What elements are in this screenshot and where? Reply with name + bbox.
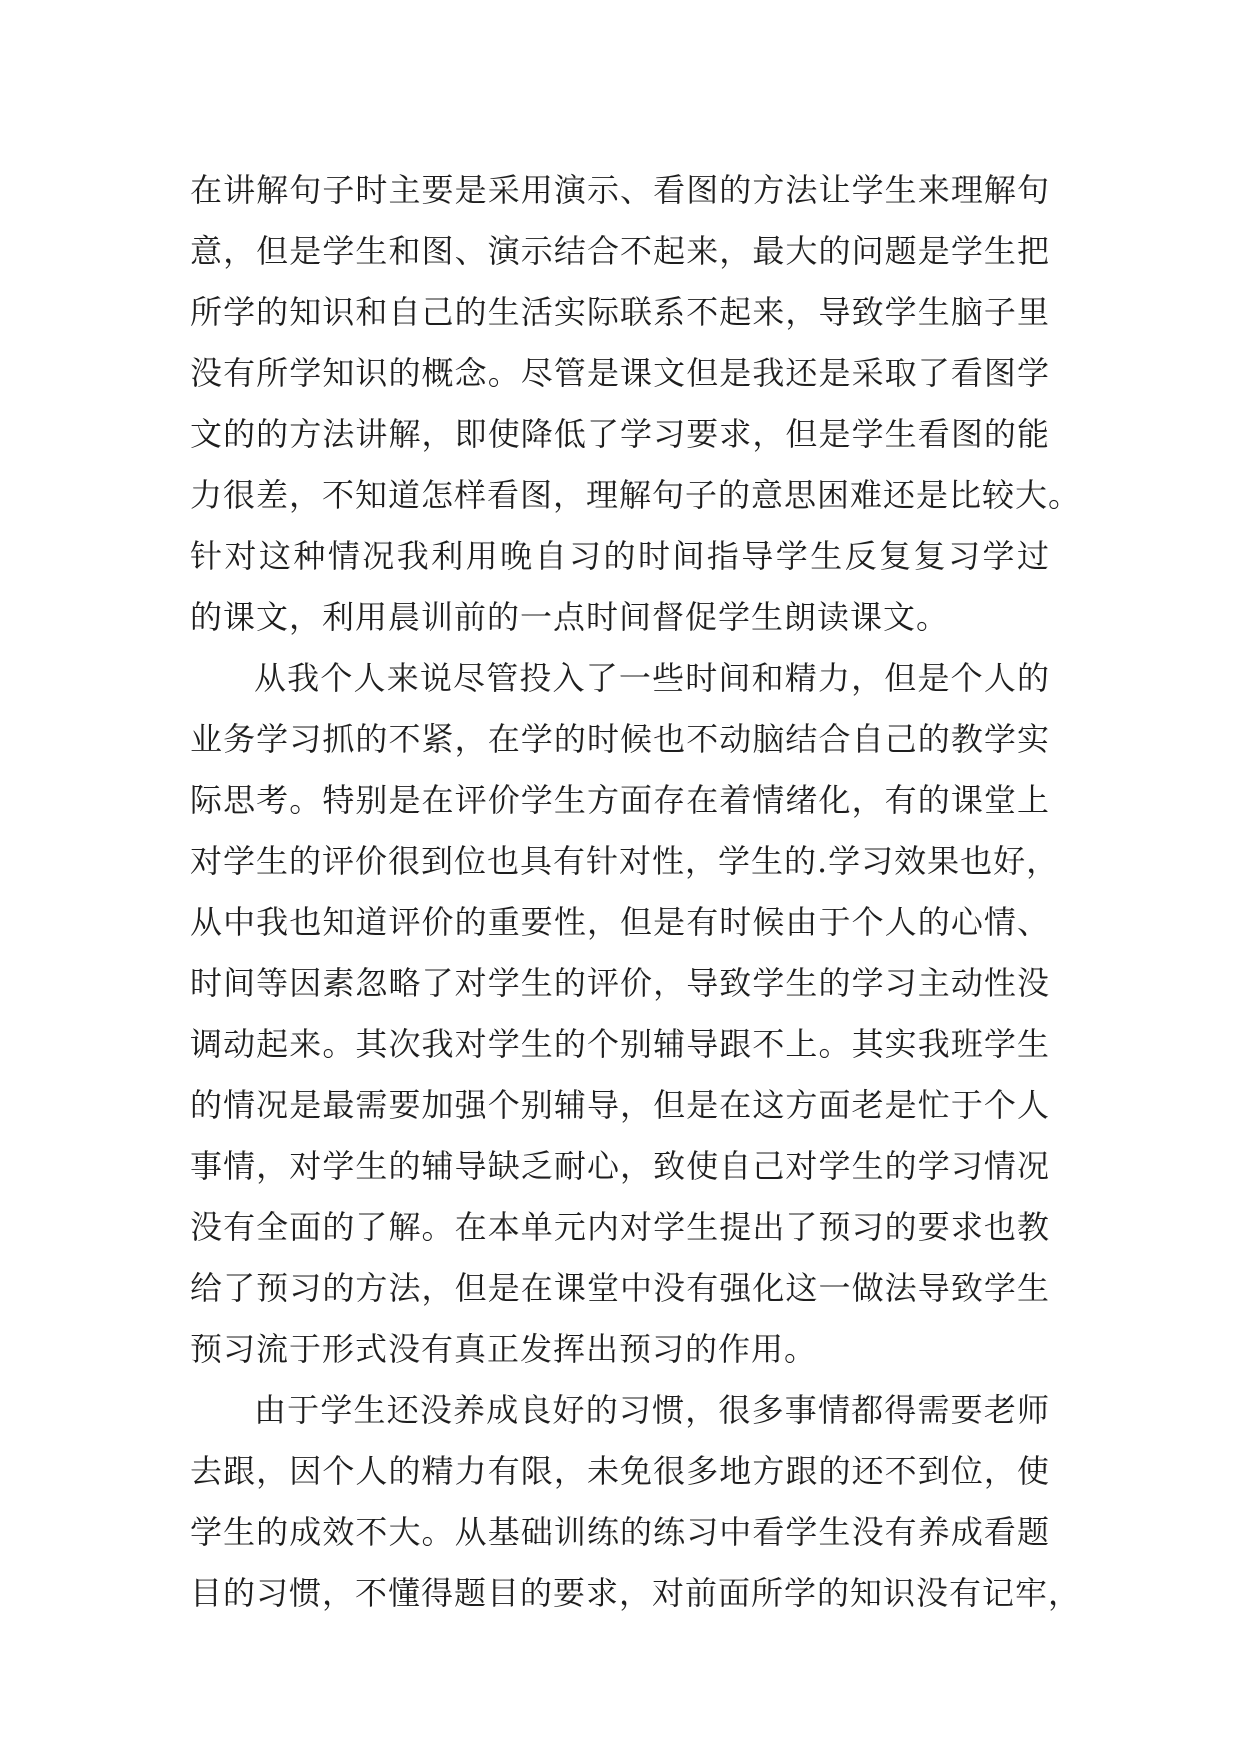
text-line: 对学生的评价很到位也具有针对性，学生的.学习效果也好， <box>190 842 1060 880</box>
text-line: 由于学生还没养成良好的习惯，很多事情都得需要老师 <box>254 1391 1050 1429</box>
text-line: 际思考。特别是在评价学生方面存在着情绪化，有的课堂上 <box>190 781 1050 819</box>
text-line: 的课文，利用晨训前的一点时间督促学生朗读课文。 <box>190 598 950 636</box>
text-line: 在讲解句子时主要是采用演示、看图的方法让学生来理解句 <box>190 171 1050 209</box>
paragraph <box>190 648 1060 1380</box>
text-line: 力很差，不知道怎样看图，理解句子的意思困难还是比较大。 <box>190 476 1082 514</box>
text-line: 的情况是最需要加强个别辅导，但是在这方面老是忙于个人 <box>190 1086 1050 1124</box>
text-line: 文的的方法讲解，即使降低了学习要求，但是学生看图的能 <box>190 415 1050 453</box>
text-line: 学生的成效不大。从基础训练的练习中看学生没有养成看题 <box>190 1513 1050 1551</box>
text-line: 给了预习的方法，但是在课堂中没有强化这一做法导致学生 <box>190 1269 1050 1307</box>
text-line: 所学的知识和自己的生活实际联系不起来，导致学生脑子里 <box>190 293 1050 331</box>
text-line: 意，但是学生和图、演示结合不起来，最大的问题是学生把 <box>190 232 1050 270</box>
text-line: 没有所学知识的概念。尽管是课文但是我还是采取了看图学 <box>190 354 1050 392</box>
text-line: 目的习惯，不懂得题目的要求，对前面所学的知识没有记牢， <box>190 1574 1082 1612</box>
text-line: 调动起来。其次我对学生的个别辅导跟不上。其实我班学生 <box>190 1025 1050 1063</box>
paragraph <box>190 160 1082 648</box>
text-line: 去跟，因个人的精力有限，未免很多地方跟的还不到位，使 <box>190 1452 1050 1490</box>
text-line: 从中我也知道评价的重要性，但是有时候由于个人的心情、 <box>190 903 1050 941</box>
text-line: 没有全面的了解。在本单元内对学生提出了预习的要求也教 <box>190 1208 1050 1246</box>
text-line: 预习流于形式没有真正发挥出预习的作用。 <box>190 1330 818 1368</box>
text-line: 事情，对学生的辅导缺乏耐心，致使自己对学生的学习情况 <box>190 1147 1050 1185</box>
text-line: 针对这种情况我利用晚自习的时间指导学生反复复习学过 <box>190 537 1050 575</box>
paragraph <box>190 1380 1082 1624</box>
text-line: 时间等因素忽略了对学生的评价，导致学生的学习主动性没 <box>190 964 1050 1002</box>
text-line: 业务学习抓的不紧，在学的时候也不动脑结合自己的教学实 <box>190 720 1050 758</box>
text-line: 从我个人来说尽管投入了一些时间和精力，但是个人的 <box>254 659 1050 697</box>
body-text <box>190 160 1082 1624</box>
